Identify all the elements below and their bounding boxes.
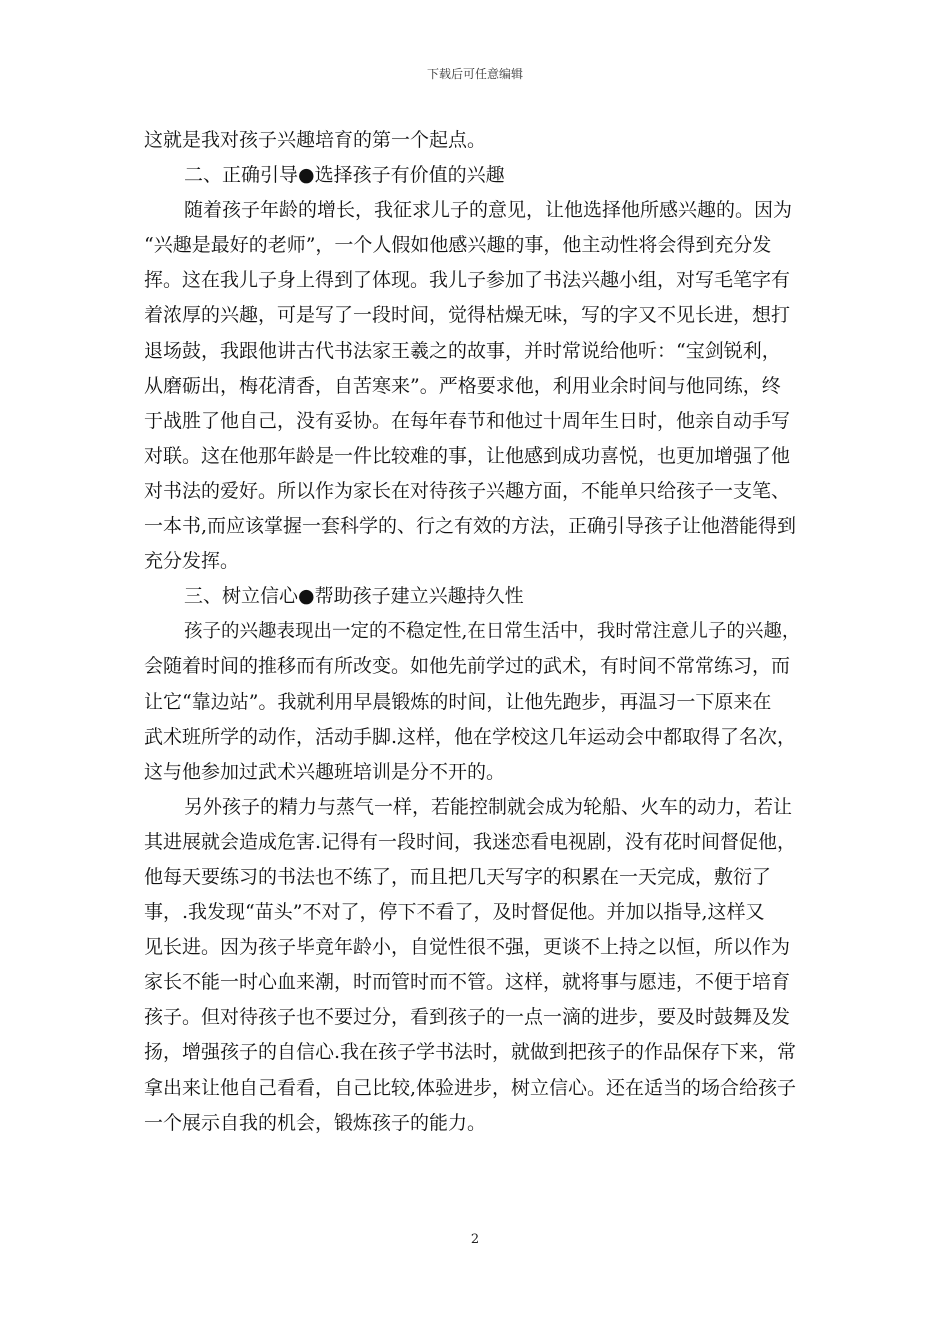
text-line: 拿出来让他自己看看，自己比较,体验进步，树立信心。还在适当的场合给孩子 xyxy=(144,1076,797,1099)
text-line: 一个展示自我的机会，锻炼孩子的能力。 xyxy=(144,1111,487,1134)
section-heading-3: 三、树立信心●帮助孩子建立兴趣持久性 xyxy=(184,585,524,608)
text-line: 着浓厚的兴趣，可是写了一段时间，觉得枯燥无味，写的字又不见长进，想打 xyxy=(144,304,791,327)
text-line: 对联。这在他那年龄是一件比较难的事，让他感到成功喜悦，也更加增强了他 xyxy=(144,444,791,467)
text-line: 退场鼓，我跟他讲古代书法家王羲之的故事，并时常说给他听：“宝剑锐利， xyxy=(144,339,781,362)
section-heading-2: 二、正确引导●选择孩子有价值的兴趣 xyxy=(184,164,505,187)
text-line: 见长进。因为孩子毕竟年龄小，自觉性很不强，更谈不上持之以恒，所以作为 xyxy=(144,936,791,959)
text-line: 武术班所学的动作，活动手脚.这样，他在学校这几年运动会中都取得了名次， xyxy=(144,725,797,748)
text-line: 这就是我对孩子兴趣培育的第一个起点。 xyxy=(144,129,487,151)
text-line: 其进展就会造成危害.记得有一段时间，我迷恋看电视剧，没有花时间督促他， xyxy=(144,830,797,853)
text-line: 孩子的兴趣表现出一定的不稳定性,在日常生活中，我时常注意儿子的兴趣， xyxy=(184,621,801,643)
page-number: 2 xyxy=(470,1232,480,1247)
text-line: 充分发挥。 xyxy=(144,550,240,573)
text-line: 扬，增强孩子的自信心.我在孩子学书法时，就做到把孩子的作品保存下来，常 xyxy=(144,1041,797,1064)
page-header: 下载后可任意编辑 xyxy=(426,67,523,81)
text-line: 另外孩子的精力与蒸气一样，若能控制就会成为轮船、火车的动力，若让 xyxy=(184,795,793,818)
text-line: 对书法的爱好。所以作为家长在对待孩子兴趣方面，不能单只给孩子一支笔、 xyxy=(144,479,791,502)
text-line: 事，.我发现“苗头”不对了，停下不看了，及时督促他。并加以指导,这样又 xyxy=(144,901,765,924)
text-line: 他每天要练习的书法也不练了，而且把几天写字的积累在一天完成，敷衍了 xyxy=(144,865,772,888)
text-line: 一本书,而应该掌握一套科学的、行之有效的方法，正确引导孩子让他潜能得到 xyxy=(144,515,797,538)
text-line: 这与他参加过武术兴趣班培训是分不开的。 xyxy=(144,760,506,783)
text-line: 于战胜了他自己，没有妥协。在每年春节和他过十周年生日时，他亲自动手写 xyxy=(144,409,791,432)
text-line: 挥。这在我儿子身上得到了体现。我儿子参加了书法兴趣小组，对写毛笔字有 xyxy=(144,269,791,292)
text-line: 家长不能一时心血来潮，时而管时而不管。这样，就将事与愿违，不便于培育 xyxy=(144,971,791,994)
text-line: 让它“靠边站”。我就利用早晨锻炼的时间，让他先跑步，再温习一下原来在 xyxy=(144,690,772,713)
text-line: 会随着时间的推移而有所改变。如他先前学过的武术，有时间不常常练习，而 xyxy=(144,655,791,678)
document-body xyxy=(144,123,812,1141)
text-line: 从磨砺出，梅花清香，自苦寒来”。严格要求他，利用业余时间与他同练，终 xyxy=(144,374,781,397)
text-line: 孩子。但对待孩子也不要过分，看到孩子的一点一滴的进步，要及时鼓舞及发 xyxy=(144,1006,791,1029)
text-line: “兴趣是最好的老师”，一个人假如他感兴趣的事，他主动性将会得到充分发 xyxy=(144,234,772,257)
text-line: 随着孩子年龄的增长，我征求儿子的意见，让他选择他所感兴趣的。因为 xyxy=(184,199,793,222)
